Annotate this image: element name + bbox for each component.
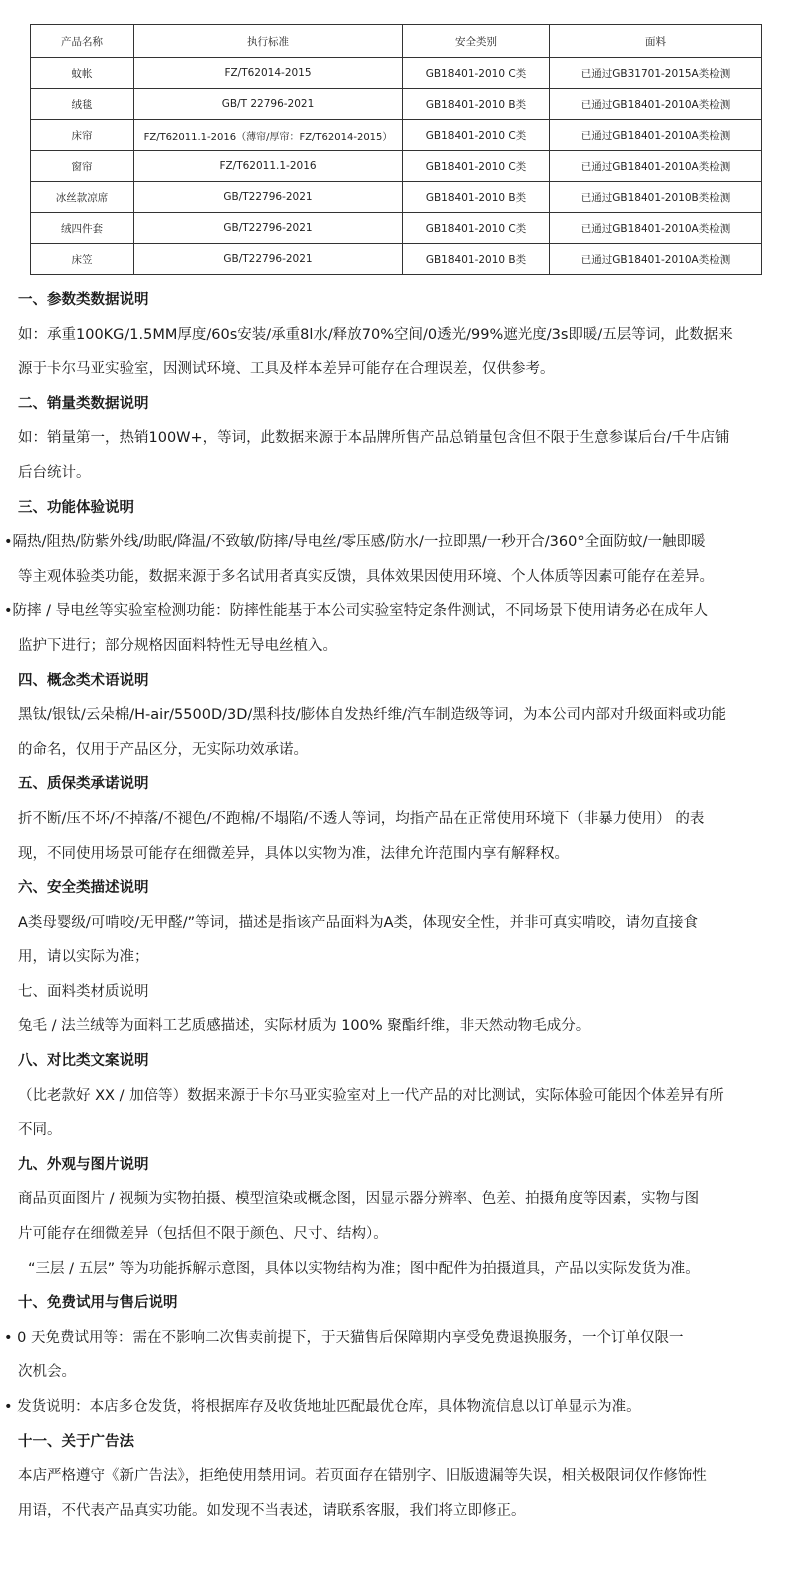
cell-product-name: 冰丝款凉席 — [31, 182, 134, 213]
table-row — [31, 244, 762, 275]
table-row — [31, 120, 762, 151]
bullet-line: • 发货说明：本店多仓发货，将根据库存及收货地址匹配最优仓库，具体物流信息以订单显示为准。 — [4, 1399, 641, 1415]
bullet-line: •防摔 / 导电丝等实验室检测功能：防摔性能基于本公司实验室特定条件测试，不同场景下使用请务必在成年人 — [4, 603, 709, 620]
section-heading: 五、质保类承诺说明 — [18, 776, 149, 793]
body-line: 现，不同使用场景可能存在细微差异，具体以实物为准，法律允许范围内享有解释权。 — [18, 845, 569, 862]
cell-product-name: 窗帘 — [31, 151, 134, 182]
section-heading: 八、对比类文案说明 — [18, 1053, 149, 1070]
section-heading: 六、安全类描述说明 — [18, 880, 149, 897]
cell-fabric: 已通过GB18401-2010A类检测 — [550, 213, 762, 244]
body-line: 次机会。 — [18, 1364, 76, 1381]
table-row — [31, 182, 762, 213]
body-line: 本店严格遵守《新广告法》，拒绝使用禁用词。若页面存在错别字、旧版遗漏等失误，相关极限词仅作修饰性 — [18, 1468, 707, 1485]
body-line: 黑钛/银钛/云朵棉/H-air/5500D/3D/黑科技/膨体自发热纤维/汽车制造级等词，为本公司内部对升级面料或功能 — [18, 707, 727, 724]
cell-fabric: 已通过GB18401-2010B类检测 — [550, 182, 762, 213]
cell-standard: GB/T22796-2021 — [134, 213, 403, 244]
header-fabric: 面料 — [550, 25, 762, 58]
body-line: 监护下进行；部分规格因面料特性无导电丝植入。 — [18, 637, 337, 654]
section-heading: 四、概念类术语说明 — [18, 672, 149, 689]
cell-safety-class: GB18401-2010 B类 — [403, 244, 550, 275]
cell-fabric: 已通过GB18401-2010A类检测 — [550, 151, 762, 182]
body-line: 商品页面图片 / 视频为实物拍摄、模型渲染或概念图，因显示器分辨率、色差、拍摄角度等因素，实物与图 — [18, 1191, 700, 1208]
cell-fabric: 已通过GB18401-2010A类检测 — [550, 244, 762, 275]
body-line: 如：销量第一，热销100W+，等词，此数据来源于本品牌所售产品总销量包含但不限于生意参谋后台/千牛店铺 — [18, 430, 730, 447]
cell-safety-class: GB18401-2010 C类 — [403, 120, 550, 151]
body-line: 等主观体验类功能，数据来源于多名试用者真实反馈，具体效果因使用环境、个人体质等因素可能存在差异。 — [18, 568, 714, 585]
cell-fabric: 已通过GB18401-2010A类检测 — [550, 89, 762, 120]
bullet-line: • 0 天免费试用等：需在不影响二次售卖前提下，于天猫售后保障期内享受免费退换服务，一个订单仅限一 — [4, 1329, 684, 1346]
body-line: 用，请以实际为准； — [18, 949, 149, 966]
table-row — [31, 89, 762, 120]
cell-standard: FZ/T62011.1-2016 — [134, 151, 403, 182]
body-line: 片可能存在细微差异（包括但不限于颜色、尺寸、结构）。 — [18, 1226, 388, 1243]
cell-safety-class: GB18401-2010 C类 — [403, 213, 550, 244]
section-heading: 二、销量类数据说明 — [18, 395, 149, 412]
cell-standard: GB/T22796-2021 — [134, 244, 403, 275]
section-heading: 十、免费试用与售后说明 — [18, 1295, 178, 1312]
body-line: 折不断/压不坏/不掉落/不褪色/不跑棉/不塌陷/不透人等词，均指产品在正常使用环境下（非暴力使用） 的表 — [18, 810, 705, 827]
header-standard: 执行标准 — [134, 25, 403, 58]
cell-product-name: 床帘 — [31, 120, 134, 151]
cell-product-name: 床笠 — [31, 244, 134, 275]
cell-safety-class: GB18401-2010 B类 — [403, 182, 550, 213]
bullet-line: •隔热/阻热/防紫外线/助眠/降温/不致敏/防摔/导电丝/零压感/防水/一拉即黑/一秒开合/360°全面防蚊/一触即暖 — [4, 534, 706, 551]
cell-standard: GB/T22796-2021 — [134, 182, 403, 213]
header-product-name: 产品名称 — [31, 25, 134, 58]
section-heading: 三、功能体验说明 — [18, 499, 134, 516]
body-line: 兔毛 / 法兰绒等为面料工艺质感描述，实际材质为 100% 聚酯纤维，非天然动物毛成分。 — [18, 1018, 591, 1035]
table-row — [31, 213, 762, 244]
cell-standard: FZ/T62011.1-2016（薄帘/厚帘：FZ/T62014-2015） — [134, 120, 403, 151]
cell-standard: FZ/T62014-2015 — [134, 58, 403, 89]
body-line: 如：承重100KG/1.5MM厚度/60s安装/承重8l水/释放70%空间/0透光/99%遮光度/3s即暖/五层等词，此数据来 — [18, 326, 733, 343]
body-line: 的命名，仅用于产品区分，无实际功效承诺。 — [18, 741, 308, 758]
section-heading: 十一、关于广告法 — [18, 1433, 134, 1450]
cell-product-name: 绒四件套 — [31, 213, 134, 244]
body-line: 用语，不代表产品真实功能。如发现不当表述，请联系客服，我们将立即修正。 — [18, 1502, 526, 1519]
product-standards-table — [30, 24, 762, 275]
body-line: A类母婴级/可啃咬/无甲醛/”等词，描述是指该产品面料为A类，体现安全性，并非可真实啃咬，请勿直接食 — [18, 914, 699, 931]
cell-safety-class: GB18401-2010 C类 — [403, 151, 550, 182]
body-line: “三层 / 五层” 等为功能拆解示意图，具体以实物结构为准；图中配件为拍摄道具，产品以实际发货为准。 — [28, 1260, 700, 1277]
body-line: 后台统计。 — [18, 464, 91, 481]
cell-fabric: 已通过GB18401-2010A类检测 — [550, 120, 762, 151]
header-safety-class: 安全类别 — [403, 25, 550, 58]
cell-safety-class: GB18401-2010 C类 — [403, 58, 550, 89]
table-row — [31, 151, 762, 182]
section-heading: 七、面料类材质说明 — [18, 983, 149, 1000]
cell-product-name: 绒毯 — [31, 89, 134, 120]
cell-product-name: 蚊帐 — [31, 58, 134, 89]
table-body — [31, 58, 762, 275]
cell-standard: GB/T 22796-2021 — [134, 89, 403, 120]
body-line: 源于卡尔马亚实验室，因测试环境、工具及样本差异可能存在合理误差，仅供参考。 — [18, 361, 555, 378]
table-row — [31, 58, 762, 89]
body-line: （比老款好 XX / 加倍等）数据来源于卡尔马亚实验室对上一代产品的对比测试，实际体验可能因个体差异有所 — [18, 1087, 724, 1104]
section-heading: 九、外观与图片说明 — [18, 1156, 149, 1173]
section-heading: 一、参数类数据说明 — [18, 292, 149, 308]
cell-safety-class: GB18401-2010 B类 — [403, 89, 550, 120]
cell-fabric: 已通过GB31701-2015A类检测 — [550, 58, 762, 89]
table-header-row — [31, 25, 762, 58]
body-line: 不同。 — [18, 1122, 62, 1139]
notice-content — [4, 283, 780, 1528]
